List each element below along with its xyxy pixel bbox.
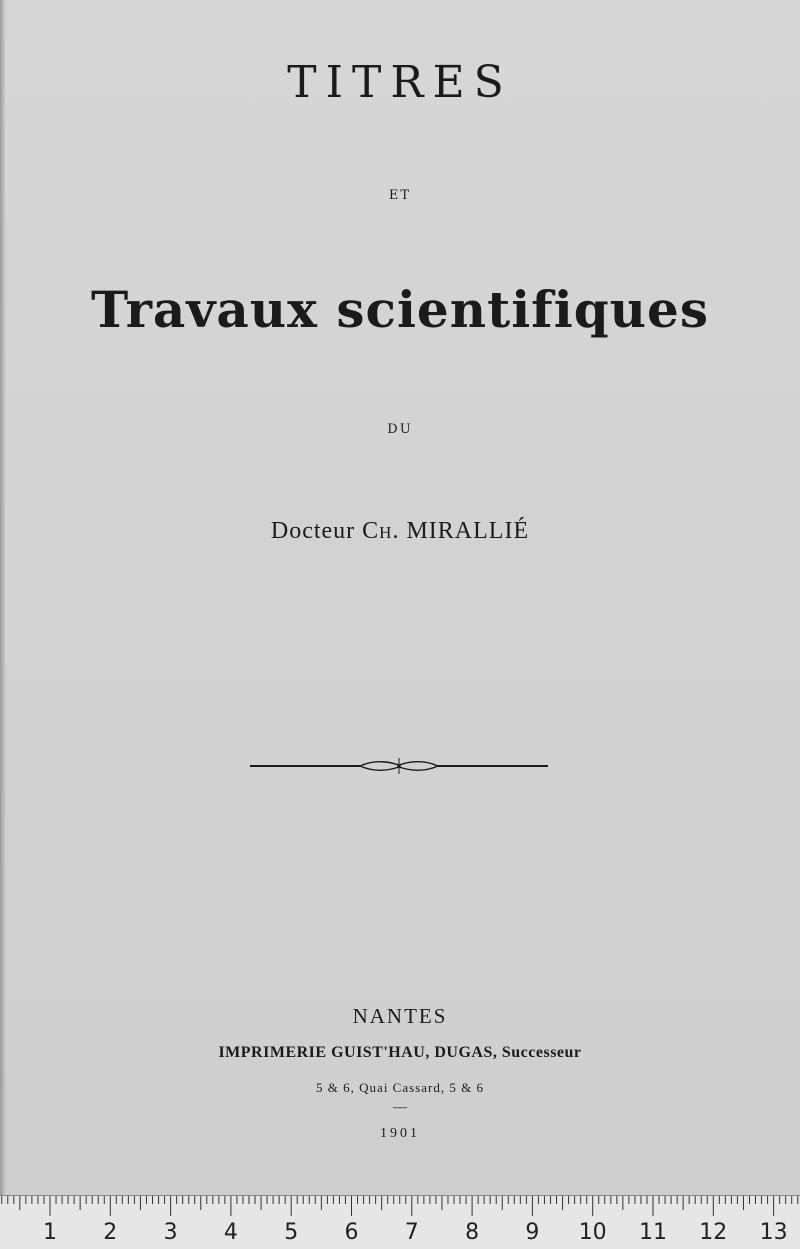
city-text: NANTES bbox=[352, 1004, 448, 1028]
printer-name: IMPRIMERIE GUIST'HAU, DUGAS, bbox=[218, 1044, 498, 1061]
printer-line bbox=[0, 1044, 800, 1062]
ruler-number: 11 bbox=[639, 1220, 667, 1245]
author-name: MIRALLIÉ bbox=[406, 518, 530, 544]
author-prefix: Docteur bbox=[270, 518, 356, 544]
ruler-number: 12 bbox=[699, 1220, 728, 1245]
ruler-number: 2 bbox=[103, 1220, 118, 1245]
document-title: TITRES bbox=[287, 57, 513, 108]
ruler-number: 6 bbox=[344, 1220, 359, 1245]
ruler-number: 1 bbox=[43, 1220, 57, 1245]
ruler-number: 3 bbox=[163, 1220, 178, 1245]
ruler-number: 5 bbox=[284, 1220, 299, 1245]
ruler-number: 8 bbox=[465, 1220, 480, 1245]
printer-role: Successeur bbox=[501, 1044, 582, 1061]
ornament-divider-icon bbox=[250, 754, 548, 778]
conjunction-text: ET bbox=[388, 188, 412, 203]
printer-address: 5 & 6, Quai Cassard, 5 & 6 bbox=[316, 1080, 484, 1095]
author-line bbox=[0, 518, 800, 545]
ruler-number: 7 bbox=[404, 1220, 419, 1245]
separator-dash: — bbox=[393, 1100, 407, 1115]
ruler-number: 13 bbox=[759, 1220, 788, 1245]
ruler-number: 10 bbox=[578, 1220, 607, 1245]
author-initial: Ch. bbox=[362, 518, 400, 544]
ruler-number: 9 bbox=[525, 1220, 540, 1245]
measurement-ruler bbox=[0, 1195, 800, 1249]
ruler-number: 4 bbox=[223, 1220, 238, 1245]
publication-year: 1901 bbox=[380, 1126, 420, 1141]
ruler-ticks-icon bbox=[0, 1196, 800, 1249]
document-subtitle: Travaux scientifiques bbox=[91, 280, 709, 339]
preposition-text: DU bbox=[387, 422, 413, 437]
